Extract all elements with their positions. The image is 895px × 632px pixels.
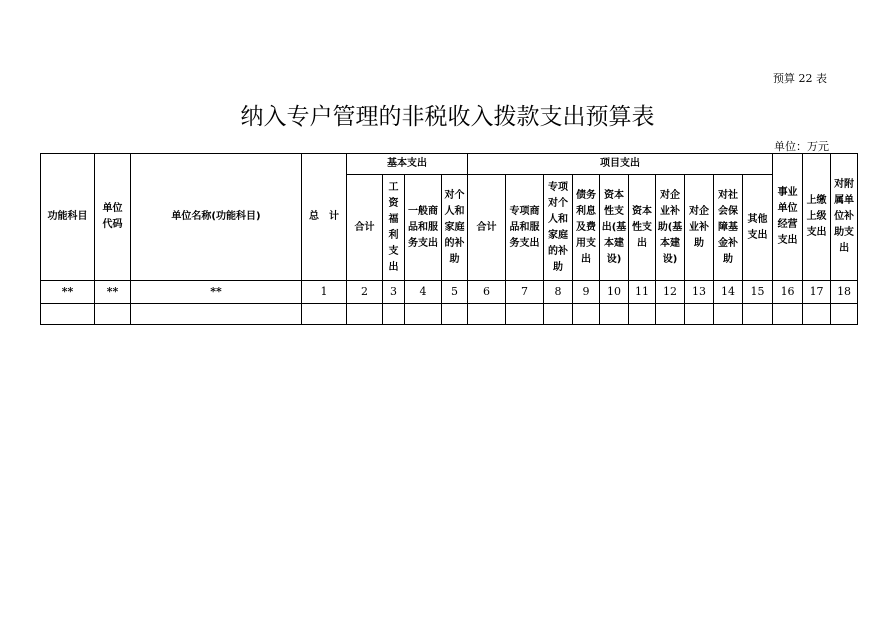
header-project-other: 其他 支出: [743, 175, 773, 281]
empty-cell: [831, 304, 858, 325]
header-basic-total: 合计: [347, 175, 383, 281]
index-cell: 1: [302, 281, 347, 304]
header-project-enterprise-subsidy: 对企 业补 助: [685, 175, 714, 281]
header-row-1: [41, 154, 858, 175]
empty-cell: [468, 304, 506, 325]
header-basic-expenditure: 基本支出: [347, 154, 468, 175]
header-project-total: 合计: [468, 175, 506, 281]
page-title: 纳入专户管理的非税收入拨款支出预算表: [240, 104, 655, 130]
index-cell: **: [131, 281, 302, 304]
empty-cell: [347, 304, 383, 325]
header-remit-superior: 上缴 上级 支出: [803, 154, 831, 281]
budget-table: [40, 153, 858, 325]
empty-cell: [506, 304, 544, 325]
header-unit-name: 单位名称(功能科目): [131, 154, 302, 281]
empty-cell: [95, 304, 131, 325]
empty-cell: [302, 304, 347, 325]
header-subsidiary-subsidy: 对附 属单 位补 助支 出: [831, 154, 858, 281]
header-project-goods-services: 专项商 品和服 务支出: [506, 175, 544, 281]
empty-cell: [685, 304, 714, 325]
index-cell: 9: [573, 281, 600, 304]
empty-cell: [803, 304, 831, 325]
empty-cell: [544, 304, 573, 325]
empty-cell: [573, 304, 600, 325]
index-cell: 17: [803, 281, 831, 304]
index-cell: 14: [714, 281, 743, 304]
empty-cell: [405, 304, 442, 325]
index-cell: 3: [383, 281, 405, 304]
header-project-social-security: 对社 会保 障基 金补 助: [714, 175, 743, 281]
header-project-expenditure: 项目支出: [468, 154, 773, 175]
header-total: 总 计: [302, 154, 347, 281]
header-project-household-subsidy: 专项 对个 人和 家庭 的补 助: [544, 175, 573, 281]
header-project-capital: 资本 性支 出: [629, 175, 656, 281]
index-cell: 11: [629, 281, 656, 304]
empty-cell: [131, 304, 302, 325]
index-cell: 4: [405, 281, 442, 304]
header-function-subject: 功能科目: [41, 154, 95, 281]
form-number: 预算 22 表: [773, 72, 827, 85]
empty-cell: [41, 304, 95, 325]
header-project-enterprise-construction: 对企 业补 助(基 本建 设): [656, 175, 685, 281]
index-cell: 10: [600, 281, 629, 304]
index-cell: 15: [743, 281, 773, 304]
empty-cell: [743, 304, 773, 325]
header-project-capital-construction: 资本 性支 出(基 本建 设): [600, 175, 629, 281]
header-basic-wages: 工 资 福 利 支 出: [383, 175, 405, 281]
header-project-debt-interest: 债务 利息 及费 用支 出: [573, 175, 600, 281]
unit-note: 单位：万元: [774, 140, 829, 153]
index-cell: 13: [685, 281, 714, 304]
empty-cell: [656, 304, 685, 325]
empty-data-row: [41, 304, 858, 325]
index-cell: 8: [544, 281, 573, 304]
index-cell: **: [95, 281, 131, 304]
index-row: [41, 281, 858, 304]
index-cell: 18: [831, 281, 858, 304]
empty-cell: [714, 304, 743, 325]
index-cell: 16: [773, 281, 803, 304]
empty-cell: [442, 304, 468, 325]
index-cell: **: [41, 281, 95, 304]
index-cell: 5: [442, 281, 468, 304]
empty-cell: [600, 304, 629, 325]
header-business-expenditure: 事业 单位 经营 支出: [773, 154, 803, 281]
empty-cell: [383, 304, 405, 325]
empty-cell: [629, 304, 656, 325]
header-unit-code: 单位 代码: [95, 154, 131, 281]
empty-cell: [773, 304, 803, 325]
index-cell: 6: [468, 281, 506, 304]
header-basic-household-subsidy: 对个 人和 家庭 的补 助: [442, 175, 468, 281]
index-cell: 12: [656, 281, 685, 304]
index-cell: 7: [506, 281, 544, 304]
index-cell: 2: [347, 281, 383, 304]
header-basic-goods-services: 一般商 品和服 务支出: [405, 175, 442, 281]
